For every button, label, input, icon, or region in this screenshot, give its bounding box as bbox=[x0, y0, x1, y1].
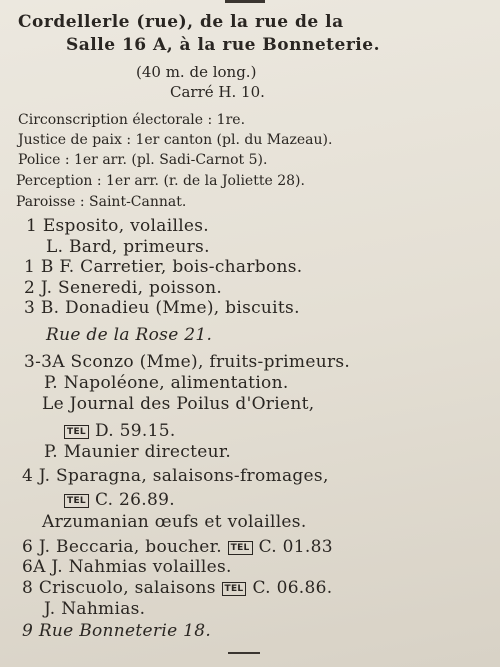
admin-circonscription: Circonscription électorale : 1re. bbox=[18, 112, 246, 128]
entry-9 bbox=[64, 421, 176, 441]
bottom-divider bbox=[228, 652, 260, 654]
entry-10: P. Maunier directeur. bbox=[44, 442, 232, 462]
street-carre: Carré H. 10. bbox=[170, 83, 265, 101]
telephone-icon: TEL bbox=[64, 425, 89, 439]
entry-13: Arzumanian œufs et volailles. bbox=[42, 512, 307, 532]
entry-7: P. Napoléone, alimentation. bbox=[44, 373, 289, 393]
entry-3: 2 J. Seneredi, poisson. bbox=[24, 278, 223, 298]
street-length: (40 m. de long.) bbox=[136, 63, 257, 81]
admin-perception: Perception : 1er arr. (r. de la Joliette 28). bbox=[16, 173, 305, 189]
street-title-line1: Cordellerle (rue), de la rue de la bbox=[18, 12, 344, 32]
entry-15: 6A J. Nahmias volailles. bbox=[22, 557, 232, 577]
entry-6: 3-3A Sconzo (Mme), fruits-primeurs. bbox=[24, 352, 351, 372]
telephone-icon: TEL bbox=[222, 582, 247, 596]
entry-4: 3 B. Donadieu (Mme), biscuits. bbox=[24, 298, 300, 318]
top-divider bbox=[225, 0, 265, 3]
entry-17: J. Nahmias. bbox=[44, 599, 146, 619]
entry-16 bbox=[22, 578, 332, 598]
entry-8: Le Journal des Poilus d'Orient, bbox=[42, 394, 315, 414]
entry-12 bbox=[64, 490, 175, 510]
admin-police: Police : 1er arr. (pl. Sadi-Carnot 5). bbox=[18, 152, 268, 168]
entry-5: Rue de la Rose 21. bbox=[46, 325, 213, 345]
entry-2: 1 B F. Carretier, bois-charbons. bbox=[24, 257, 303, 277]
entry-9-text: D. 59.15. bbox=[94, 421, 176, 441]
entry-18: 9 Rue Bonneterie 18. bbox=[22, 621, 212, 641]
entry-14-text: 6 J. Beccaria, boucher. bbox=[22, 537, 222, 557]
admin-paroisse: Paroisse : Saint-Cannat. bbox=[16, 194, 187, 210]
telephone-icon: TEL bbox=[64, 494, 89, 508]
entry-0: 1 Esposito, volailles. bbox=[26, 216, 210, 236]
entry-12-text: C. 26.89. bbox=[94, 490, 175, 510]
telephone-icon: TEL bbox=[228, 541, 253, 555]
entry-14 bbox=[22, 537, 333, 557]
admin-justice: Justice de paix : 1er canton (pl. du Mazeau). bbox=[18, 132, 333, 148]
entry-16-tel: C. 06.86. bbox=[252, 578, 333, 598]
entry-1: L. Bard, primeurs. bbox=[46, 237, 210, 257]
entry-11: 4 J. Sparagna, salaisons-fromages, bbox=[22, 466, 329, 486]
entry-16-text: 8 Criscuolo, salaisons bbox=[22, 578, 216, 598]
street-title-line2: Salle 16 A, à la rue Bonneterie. bbox=[66, 35, 380, 55]
entry-14-tel: C. 01.83 bbox=[258, 537, 333, 557]
